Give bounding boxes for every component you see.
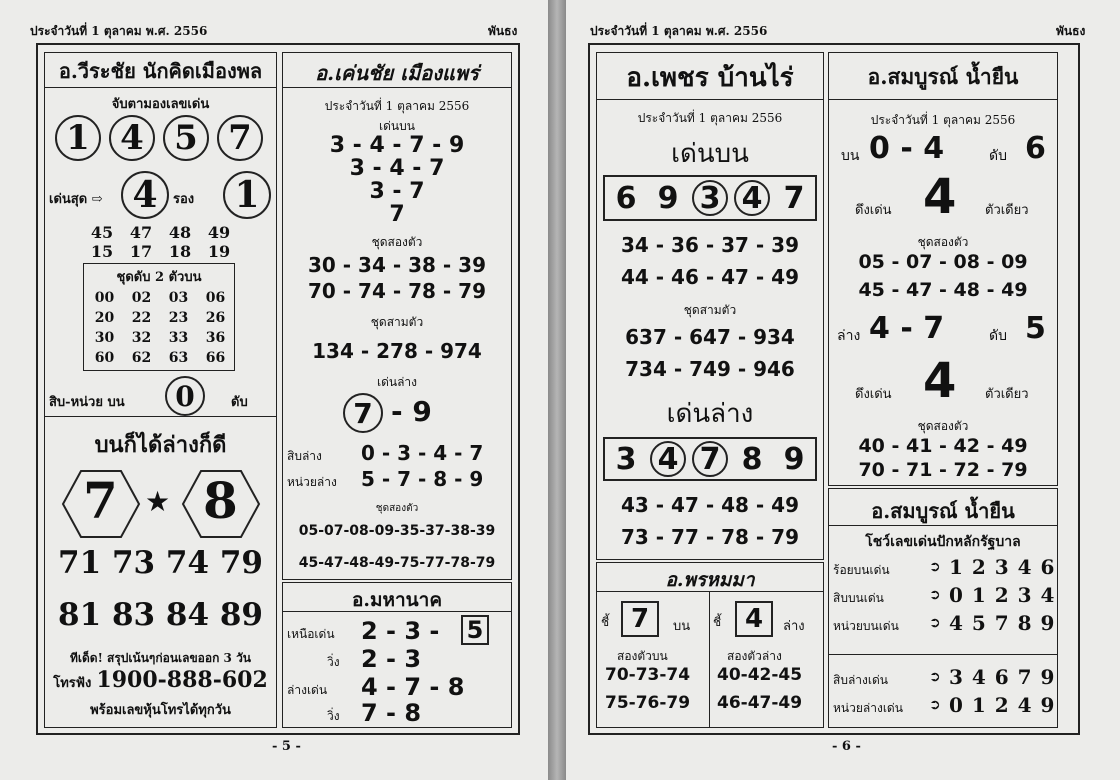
row-label: วิ่ง [327, 655, 340, 669]
bottom-label: เด่นล่าง [376, 375, 418, 389]
grid-cell: 00 [94, 290, 115, 306]
phone-label: โทรฟัง [53, 676, 92, 691]
draw2-label: ดึงเด่น [855, 387, 892, 402]
promo-note: ทีเด็ด! สรุปเน้นๆก่อนเลขออก 3 วัน [69, 651, 252, 665]
grid-cell: 62 [131, 350, 152, 366]
tens-value: 0 - 3 - 4 - 7 [361, 441, 484, 465]
section-title: อ.สมบูรณ์ น้ำยืน [867, 64, 1019, 89]
pairs2-line: 40 - 41 - 42 - 49 [858, 435, 1028, 457]
pairs-line: 45 - 47 - 48 - 49 [858, 279, 1028, 301]
grid-cell: 36 [205, 330, 226, 346]
number-row: 45 47 48 49 [90, 223, 231, 242]
right-line: 40-42-45 [717, 665, 803, 685]
grid-box [83, 263, 235, 371]
row-label: เหนือเด่น [287, 627, 335, 641]
row-digits: 0 1 2 4 9 [949, 693, 1056, 717]
section-title: อ.สมบูรณ์ น้ำยืน [871, 499, 1015, 523]
number-row: 81 83 84 89 [58, 597, 263, 633]
bottom-dab-label: ดับ [989, 328, 1007, 344]
page-number: - 6 - [832, 739, 861, 754]
row-digits: 1 2 3 4 6 [949, 555, 1056, 579]
top-dab: 6 [1025, 131, 1046, 166]
digit: 8 [741, 441, 763, 477]
bottom-pairs-line: 43 - 47 - 48 - 49 [620, 493, 799, 517]
bottom-suffix: ล่าง [783, 619, 805, 634]
grid-cell: 63 [168, 350, 189, 366]
pairs-line: 44 - 46 - 47 - 49 [620, 265, 799, 289]
right-label: สองตัวล่าง [727, 649, 782, 663]
bottom-circle-digit: 7 [343, 393, 383, 433]
arrow-icon: ➲ [929, 559, 941, 575]
pairs2-line: 70 - 71 - 72 - 79 [858, 459, 1028, 481]
digit: 6 [615, 180, 637, 216]
digit: 4 [734, 180, 770, 216]
row-label: ร้อยบนเด่น [833, 563, 890, 577]
second-digit: 1 [223, 171, 271, 219]
left-label: สองตัวบน [617, 649, 668, 663]
row-label: หน่วยบนเด่น [833, 619, 899, 633]
top-label: เด่นบน [379, 119, 415, 133]
top-suffix: บน [673, 619, 691, 634]
section-title: อ.เพชร บ้านไร่ [626, 63, 794, 93]
pairs-line: 30 - 34 - 38 - 39 [307, 253, 486, 277]
number-row: 15 17 18 19 [90, 242, 231, 261]
kenchai-section [282, 52, 512, 580]
page-6 [566, 0, 1120, 780]
grid-cell: 33 [168, 330, 189, 346]
grid-cell: 06 [205, 290, 226, 306]
second-label: รอง [173, 192, 195, 207]
tens-units-label: สิบ-หน่วย บน [49, 395, 125, 410]
best-label: เด่นสุด ⇨ [49, 192, 103, 207]
draw-digit: 4 [923, 169, 957, 225]
arrow-icon: ➲ [929, 669, 941, 685]
top-value: 0 - 4 [869, 131, 945, 166]
row-value: 2 - 3 [361, 645, 422, 673]
number-row: 71 73 74 79 [58, 545, 263, 581]
row-label: สิบล่างเด่น [833, 673, 888, 687]
dab-label: ดับ [231, 395, 248, 410]
section-title: อ.วีระชัย นักคิดเมืองพล [58, 59, 263, 83]
number-grid [86, 288, 234, 368]
top-line: 3 - 4 - 7 - 9 [329, 133, 465, 158]
single2-label: ตัวเดียว [985, 387, 1029, 402]
hex-left-digit: 7 [83, 471, 118, 530]
grid-cell: 60 [94, 350, 115, 366]
triples-line: 734 - 749 - 946 [625, 357, 795, 381]
grid-cell: 30 [94, 330, 115, 346]
bottom-digit: 4 [735, 601, 773, 637]
arrow-icon: ➲ [929, 587, 941, 603]
left-line: 70-73-74 [605, 665, 691, 685]
row-value: 2 - 3 - [361, 617, 440, 645]
page-5 [0, 0, 548, 780]
bottom-label: เด่นล่าง [666, 399, 754, 429]
petch-section [596, 52, 824, 560]
top-label: เด่นบน [671, 139, 749, 169]
draw2-digit: 4 [923, 353, 957, 409]
row-digits: 0 1 2 3 4 [949, 583, 1056, 607]
arrow-icon: ➲ [929, 615, 941, 631]
pairs2-line: 45-47-48-49-75-77-78-79 [298, 555, 496, 571]
top-prefix: บน [841, 148, 860, 164]
digit: 9 [657, 180, 679, 216]
row-value: 4 - 7 - 8 [361, 673, 465, 701]
tagline: พร้อมเลขหุ้นโทรได้ทุกวัน [90, 703, 231, 718]
bottom-dab: 5 [1025, 311, 1046, 346]
section-title: อ.เค่นชัย เมืองแพร่ [315, 61, 479, 85]
left-line: 75-76-79 [605, 693, 691, 713]
section-title: อ.มหานาค [351, 589, 443, 611]
somboon-section-1 [828, 52, 1058, 486]
best-digit: 4 [121, 171, 169, 219]
draw-label: ดึงเด่น [855, 203, 892, 218]
digit-circle: 1 [55, 115, 101, 161]
grid-cell: 22 [131, 310, 152, 326]
arrow-icon: ➲ [929, 697, 941, 713]
publisher-name: พันธง [488, 24, 518, 38]
digit: 3 [615, 441, 637, 477]
digit-circle: 4 [109, 115, 155, 161]
publisher-name: พันธง [1056, 24, 1086, 38]
units-label: หน่วยล่าง [287, 475, 337, 489]
tens-label: สิบล่าง [287, 449, 322, 463]
tens-units-digit: 0 [165, 376, 205, 416]
page-date: ประจำวันที่ 1 ตุลาคม พ.ศ. 2556 [590, 24, 768, 38]
top-digits-box [603, 175, 817, 221]
digit: 7 [692, 441, 728, 477]
digit: 4 [650, 441, 686, 477]
boxed-digit: 5 [461, 615, 489, 645]
pairs2-label: ชุดสองตัว [917, 419, 969, 433]
top-line: 3 - 7 [369, 179, 425, 204]
bottom-pairs-line: 73 - 77 - 78 - 79 [620, 525, 799, 549]
triples-line: 637 - 647 - 934 [625, 325, 795, 349]
page-date: ประจำวันที่ 1 ตุลาคม พ.ศ. 2556 [30, 24, 208, 38]
page-number: - 5 - [272, 739, 301, 754]
top-dab-label: ดับ [989, 148, 1007, 164]
top-digit: 7 [621, 601, 659, 637]
row-digits: 4 5 7 8 9 [949, 611, 1056, 635]
triples-label: ชุดสามตัว [683, 303, 737, 317]
mahanak-section [282, 582, 512, 728]
digit-circle: 7 [217, 115, 263, 161]
pairs-line: 05 - 07 - 08 - 09 [858, 251, 1028, 273]
section-date: ประจำวันที่ 1 ตุลาคม 2556 [870, 113, 1016, 127]
units-value: 5 - 7 - 8 - 9 [361, 467, 484, 491]
pairs-label: ชุดสองตัว [917, 235, 969, 249]
triples-label: ชุดสามตัว [370, 315, 424, 329]
phone-number: 1900-888-602 [96, 667, 268, 693]
digit: 3 [692, 180, 728, 216]
row-label: ล่างเด่น [287, 683, 328, 697]
bottom-rest: - 9 [391, 395, 432, 428]
digit-circle: 5 [163, 115, 209, 161]
grid-cell: 32 [131, 330, 152, 346]
grid-cell: 23 [168, 310, 189, 326]
top-line: 7 [389, 202, 405, 227]
pairs-line: 34 - 36 - 37 - 39 [620, 233, 799, 257]
row-value: 7 - 8 [361, 699, 422, 727]
bottom-digits-box [603, 437, 817, 481]
section-subtitle: จับตามองเลขเด่น [111, 97, 210, 112]
pairs-label: ชุดสองตัว [371, 235, 423, 249]
top-line: 3 - 4 - 7 [349, 156, 445, 181]
row-digits: 3 4 6 7 9 [949, 665, 1056, 689]
hex-right-digit: 8 [203, 471, 238, 530]
weerachai-section [44, 52, 277, 417]
row-label: สิบบนเด่น [833, 591, 884, 605]
section-title: อ.พรหมมา [665, 569, 755, 591]
row-label: วิ่ง [327, 709, 340, 723]
bottom-prefix: ล่าง [837, 328, 861, 344]
pairs2-label: ชุดสองตัว [375, 503, 419, 514]
section-date: ประจำวันที่ 1 ตุลาคม 2556 [324, 99, 470, 113]
top-prefix: ชี้ [601, 615, 610, 629]
star-icon: ★ [145, 485, 171, 518]
somboon-section-2 [828, 488, 1058, 728]
grid-cell: 02 [131, 290, 152, 306]
page-gutter [548, 0, 566, 780]
row-label: หน่วยล่างเด่น [833, 701, 903, 715]
grid-title: ชุดดับ 2 ตัวบน [116, 270, 202, 285]
section-subtitle: โชว์เลขเด่นปักหลักรัฐบาล [865, 534, 1021, 550]
section-title: บนก็ได้ล่างก็ดี [94, 432, 227, 458]
digit: 9 [783, 441, 805, 477]
grid-cell: 20 [94, 310, 115, 326]
digit: 7 [783, 180, 805, 216]
pairs2-line: 05-07-08-09-35-37-38-39 [298, 523, 496, 539]
prommama-section [596, 562, 824, 728]
section-date: ประจำวันที่ 1 ตุลาคม 2556 [637, 111, 783, 125]
either-section [44, 416, 277, 728]
grid-cell: 03 [168, 290, 189, 306]
grid-cell: 26 [205, 310, 226, 326]
phone-line [45, 667, 276, 693]
bottom-prefix: ชี้ [713, 615, 722, 629]
grid-cell: 66 [205, 350, 226, 366]
bottom-value: 4 - 7 [869, 311, 945, 346]
triples-line: 134 - 278 - 974 [312, 339, 482, 363]
single-label: ตัวเดียว [985, 203, 1029, 218]
right-line: 46-47-49 [717, 693, 803, 713]
pairs-line: 70 - 74 - 78 - 79 [307, 279, 486, 303]
